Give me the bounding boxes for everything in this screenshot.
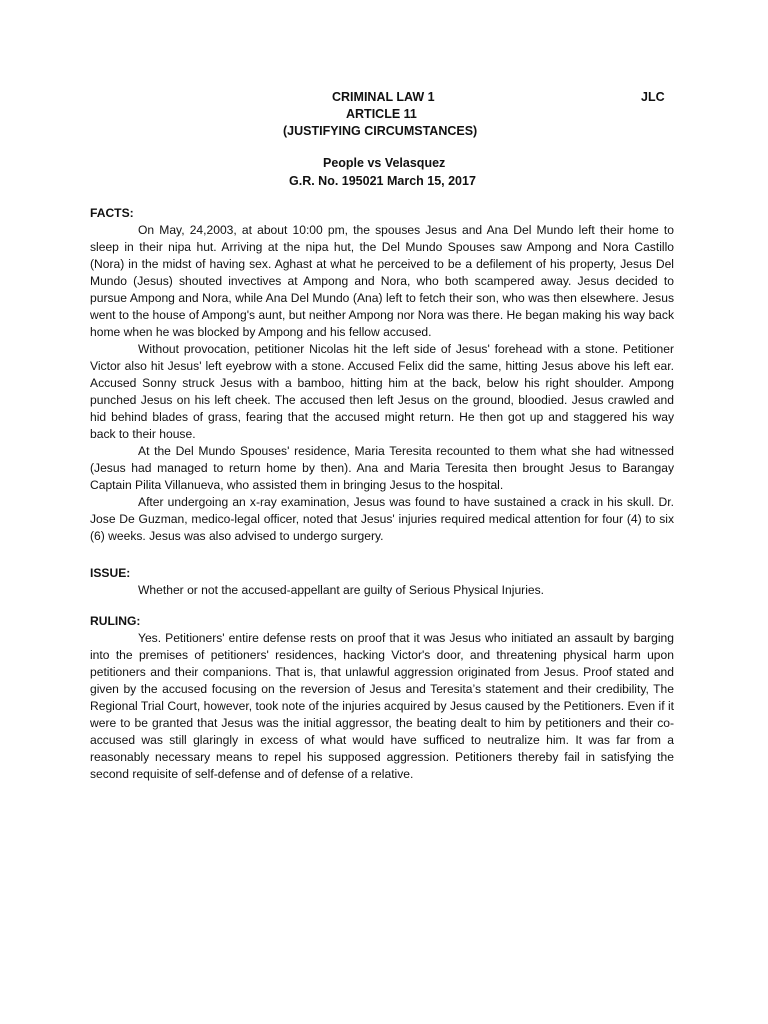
case-number: G.R. No. 195021 March 15, 2017 bbox=[289, 174, 476, 188]
facts-section bbox=[90, 205, 674, 545]
issue-heading: ISSUE: bbox=[90, 566, 131, 580]
facts-paragraph: At the Del Mundo Spouses' residence, Maria Teresita recounted to them what she had witnessed (Jesus had managed to return home by then). Ana and Maria Teresita then brought Jesus to Barangay Captain Pilita Villanueva, who assisted them in bringing Jesus to the hospital. bbox=[90, 444, 674, 492]
facts-paragraph: Without provocation, petitioner Nicolas hit the left side of Jesus' forehead with a stone. Petitioner Victor also hit Jesus' left eyebrow with a stone. Accused Felix did the same, hitting Jesus above his left ear. Accused Sonny struck Jesus with a bamboo, hitting him at the back, below his right shoulder. Ampong punched Jesus on his left cheek. The accused then left Jesus on the ground, bloodied. Jesus crawled and hid behind blades of grass, fearing that the accused might return. He then got up and staggered his way back to their house. bbox=[90, 342, 674, 441]
article-subtitle: (JUSTIFYING CIRCUMSTANCES) bbox=[283, 124, 478, 138]
ruling-heading: RULING: bbox=[90, 614, 141, 628]
case-title: People vs Velasquez bbox=[323, 156, 446, 170]
facts-heading: FACTS: bbox=[90, 206, 134, 220]
facts-paragraph: After undergoing an x-ray examination, Jesus was found to have sustained a crack in his skull. Dr. Jose De Guzman, medico-legal officer, noted that Jesus' injuries required medical attention for four (4) to six (6) weeks. Jesus was also advised to undergo surgery. bbox=[90, 495, 674, 543]
author-initials: JLC bbox=[641, 90, 665, 104]
issue-section bbox=[90, 565, 674, 599]
ruling-section bbox=[90, 613, 674, 783]
facts-paragraph: On May, 24,2003, at about 10:00 pm, the spouses Jesus and Ana Del Mundo left their home to sleep in their nipa hut. Arriving at the nipa hut, the Del Mundo Spouses saw Ampong and Nora Castillo (Nora) in the midst of having sex. Aghast at what he perceived to be a defilement of his property, Jesus Del Mundo (Jesus) shouted invectives at Ampong and Nora, who both scampered away. Jesus decided to pursue Ampong and Nora, while Ana Del Mundo (Ana) left to fetch their son, who was then elsewhere. Jesus went to the house of Ampong's aunt, but neither Ampong nor Nora was there. He began making his way back home when he was blocked by Ampong and his fellow accused. bbox=[90, 223, 674, 339]
article-heading: ARTICLE 11 bbox=[346, 107, 417, 121]
ruling-paragraph: Yes. Petitioners' entire defense rests on proof that it was Jesus who initiated an assault by barging into the premises of petitioners' residences, hacking Victor's door, and threatening physical harm upon petitioners and their companions. That is, that unlawful aggression originated from Jesus. Proof stated and given by the accused focusing on the reversion of Jesus and Teresita’s statement and their credibility, The Regional Trial Court, however, took note of the injuries acquired by Jesus caused by the Petitioners. Even if it were to be granted that Jesus was the initial aggressor, the beating dealt to him by petitioners and their co-accused was still glaringly in excess of what would have sufficed to neutralize him. It was far from a reasonably necessary means to repel his supposed aggression. Petitioners thereby fail in satisfying the second requisite of self-defense and of defense of a relative. bbox=[90, 631, 674, 781]
course-title: CRIMINAL LAW 1 bbox=[332, 90, 435, 104]
issue-paragraph: Whether or not the accused-appellant are guilty of Serious Physical Injuries. bbox=[138, 583, 545, 597]
